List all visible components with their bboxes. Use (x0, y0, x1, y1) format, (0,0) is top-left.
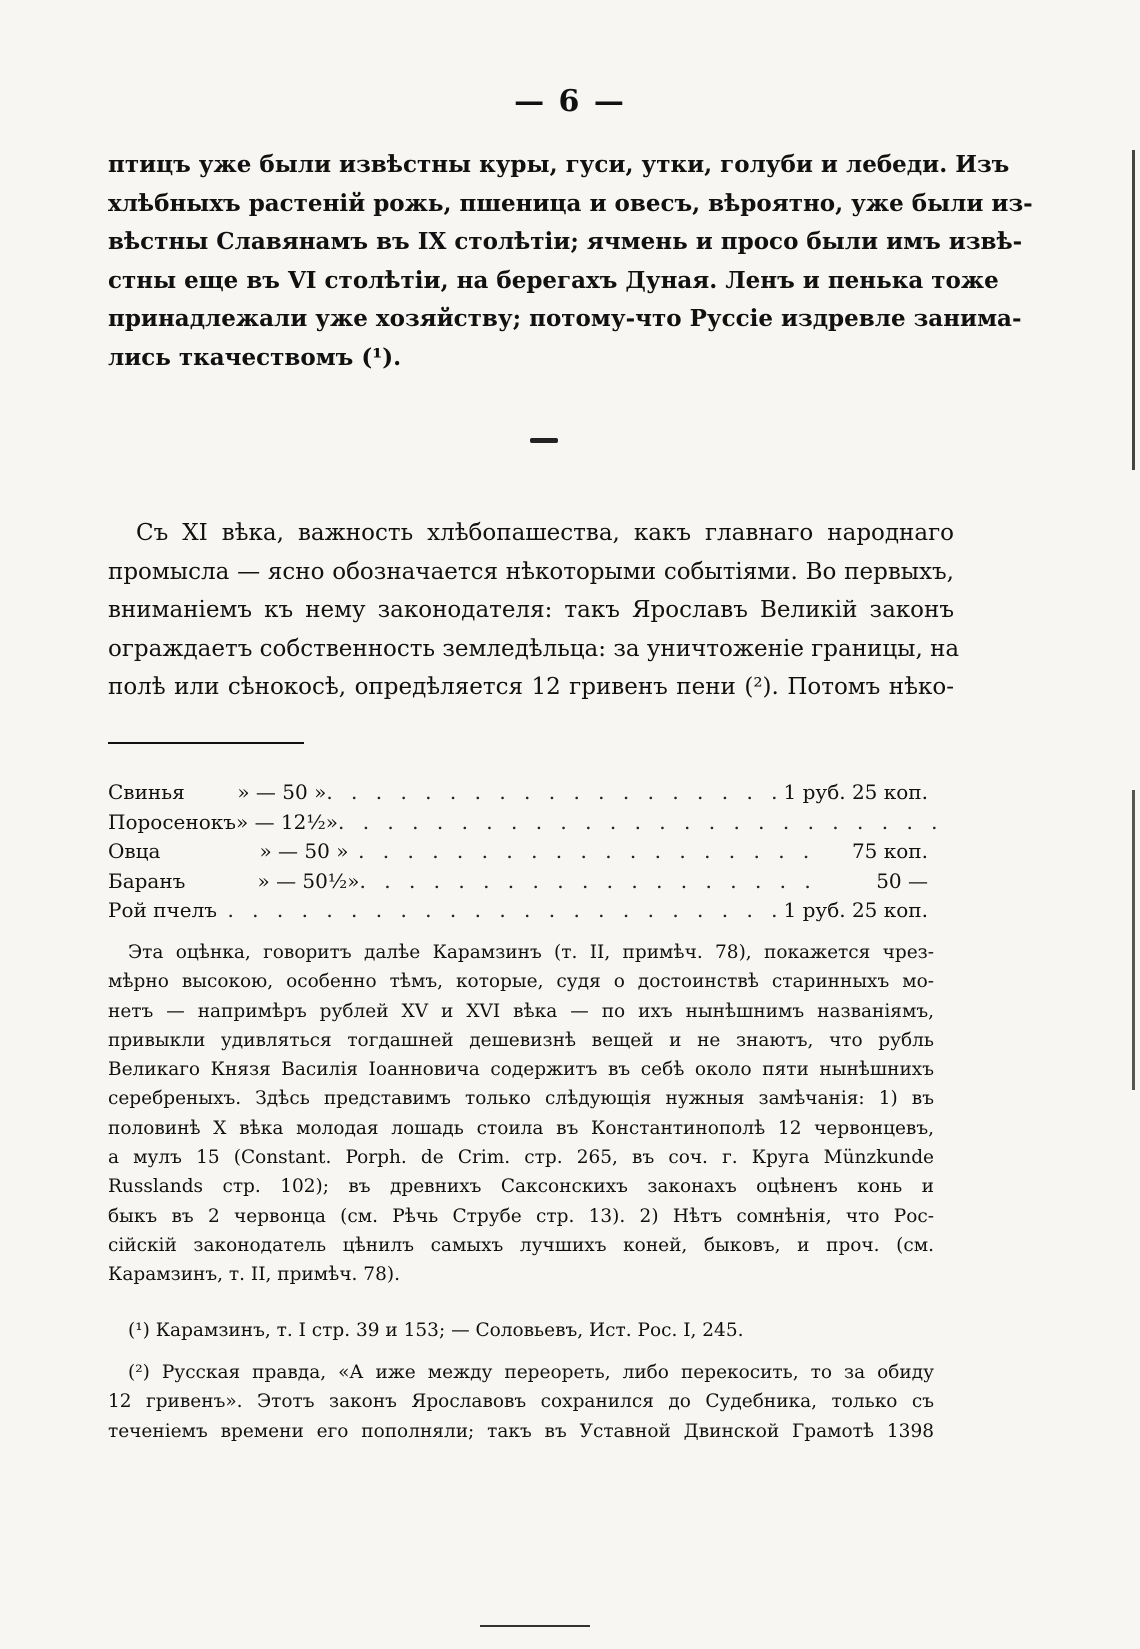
note-line: серебреныхъ. Здѣсь представимъ только слѣдующія нужныя замѣчанія: 1) въ (108, 1088, 934, 1110)
bottom-mark (480, 1625, 590, 1627)
scan-edge-mark (1132, 790, 1135, 1090)
note-line: нетъ — напримѣръ рублей XV и XVI вѣка — по ихъ нынѣшнимъ названіямъ, (108, 1000, 934, 1022)
price-value: 50 — (876, 868, 928, 893)
footnote-separator (108, 742, 304, 744)
leader-dots: . . . . . . . . . . . . . . . . . . . . . . . (227, 898, 784, 922)
note-line: а мулъ 15 (Constant. Porph. de Crim. стр. 265, въ соч. г. Круга Münzkunde (108, 1147, 934, 1169)
price-mid: » — 50½» (257, 868, 360, 893)
note-line: мѣрно высокою, особенно тѣмъ, которые, судя о достоинствѣ старинныхъ мо- (108, 971, 934, 993)
price-mid: » — 50 » (237, 780, 327, 804)
note-line: быкъ въ 2 червонца (см. Рѣчь Струбе стр. 13). 2) Нѣтъ сомнѣнія, что Рос- (108, 1205, 934, 1227)
footnote-line: (²) Русская правда, «А иже между переореть, либо перекосить, то за обиду (128, 1362, 934, 1383)
text-line: стны еще въ VI столѣтіи, на берегахъ Дуная. Ленъ и пенька тоже (108, 266, 999, 294)
price-mid: » — 50 » (259, 839, 349, 863)
footnote-1 (108, 1316, 934, 1345)
text-line: вѣстны Славянамъ въ IX столѣтіи; ячмень и просо были имъ извѣ- (108, 228, 1023, 255)
note-line: привыкли удивляться тогдашней дешевизнѣ вещей и не знаютъ, что рубль (108, 1029, 934, 1051)
price-row (108, 837, 928, 867)
footnote-line: теченіемъ времени его пополняли; такъ въ Уставной Двинской Грамотѣ 1398 (108, 1420, 934, 1442)
leader-dots: . . . . . . . . . . . . . . . . . . . . . . . . . (338, 809, 944, 834)
text-line: полѣ или сѣнокосѣ, опредѣляется 12 гривенъ пени (²). Потомъ нѣко- (108, 674, 954, 700)
price-item: Баранъ (108, 868, 186, 893)
price-value: 75 коп. (851, 839, 928, 863)
text-line: хлѣбныхъ растеній рожь, пшеница и овесъ, вѣроятно, уже были из- (108, 189, 1033, 217)
note-line: сійскій законодатель цѣнилъ самыхъ лучшихъ коней, быковъ, и проч. (см. (108, 1234, 934, 1256)
text-line: Съ XI вѣка, важность хлѣбопашества, какъ главнаго народнаго (136, 520, 954, 546)
text-line: ограждаетъ собственность земледѣльца: за уничтоженіе границы, на (108, 635, 960, 662)
price-table (108, 778, 944, 926)
price-value: 1 руб. 25 коп. (783, 898, 928, 922)
price-item: Свинья (108, 780, 185, 804)
text-line: промысла — ясно обозначается нѣкоторыми событіями. Во первыхъ, (108, 558, 954, 585)
leader-dots: . . . . . . . . . . . . . . . . . . . (359, 868, 817, 893)
footnote-line: 12 гривенъ». Этотъ законъ Ярославовъ сохранился до Судебника, только съ (108, 1391, 934, 1413)
note-line: половинѣ X вѣка молодая лошадь стоила въ Константинополѣ 12 червонцевъ, (108, 1117, 934, 1139)
price-value: 1 руб. 25 коп. (783, 780, 928, 804)
text-line: лись ткачествомъ (¹). (108, 343, 402, 371)
price-mid (217, 896, 227, 926)
leader-dots: . . . . . . . . . . . . . . . . . . . (358, 839, 816, 863)
footnote-2 (108, 1358, 934, 1446)
leader-dots: . . . . . . . . . . . . . . . . . . . (326, 780, 784, 804)
scan-edge-mark (1132, 150, 1135, 470)
note-line: Карамзинъ, т. II, примѣч. 78). (108, 1264, 400, 1286)
note-line: Эта оцѣнка, говоритъ далѣе Карамзинъ (т. II, примѣч. 78), покажется чрез- (128, 942, 934, 963)
price-mid: » — 12½» (235, 809, 338, 834)
text-line: птицъ уже были извѣстны куры, гуси, утки, голуби и лебеди. Изъ (108, 151, 1010, 178)
text-line: вниманіемъ къ нему законодателя: такъ Ярославъ Великій законъ (108, 597, 954, 623)
price-row (108, 896, 928, 926)
price-item: Овца (108, 839, 161, 863)
page-number: — 6 — (514, 84, 626, 119)
paragraph-birds-and-grains (108, 146, 1033, 377)
price-row (108, 778, 928, 808)
price-item: Рой пчелъ (108, 898, 218, 922)
paragraph-agriculture-xi-century (108, 514, 960, 707)
price-item: Поросенокъ (108, 809, 236, 834)
price-row (108, 808, 944, 838)
price-row (108, 867, 928, 897)
footnote-karamzin-commentary (108, 938, 934, 1290)
note-line: Великаго Князя Василія Іоанновича содержитъ въ себѣ около пяти нынѣшнихъ (108, 1059, 934, 1081)
footnote-line: (¹) Карамзинъ, т. I стр. 39 и 153; — Соловьевъ, Ист. Рос. I, 245. (128, 1320, 744, 1341)
note-line: Russlands стр. 102); въ древнихъ Саксонскихъ законахъ оцѣненъ конь и (108, 1176, 934, 1198)
section-ornament (530, 438, 558, 443)
text-line: принадлежали уже хозяйству; потому-что Руссіе издревле занима- (108, 305, 1022, 332)
